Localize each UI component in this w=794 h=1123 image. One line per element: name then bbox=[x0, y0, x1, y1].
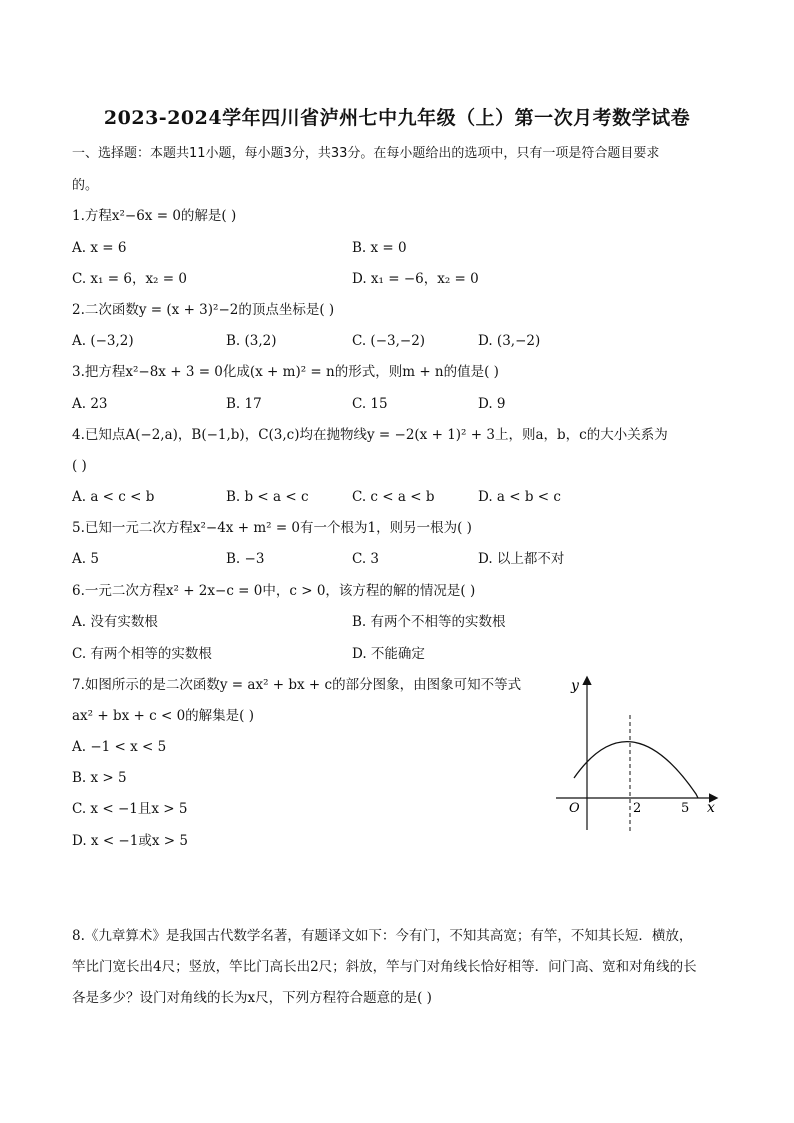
question-2-option-a: A. (−3,2) bbox=[72, 333, 134, 349]
section-instructions-line1: 一、选择题：本题共11小题，每小题3分，共33分。在每小题给出的选项中，只有一项是符合题目要求 bbox=[72, 146, 660, 161]
tick-label-5: 5 bbox=[681, 801, 690, 816]
question-3-stem: 3.把方程x²−8x + 3 = 0化成(x + m)² = n的形式，则m + n的值是( ) bbox=[72, 364, 499, 380]
question-7-option-a: A. −1 < x < 5 bbox=[72, 739, 167, 755]
question-4-option-b: B. b < a < c bbox=[226, 489, 309, 505]
question-2-option-d: D. (3,−2) bbox=[478, 333, 541, 349]
question-5-option-d: D. 以上都不对 bbox=[478, 551, 565, 567]
question-1-option-d: D. x₁ = −6，x₂ = 0 bbox=[352, 271, 479, 287]
question-3-option-c: C. 15 bbox=[352, 396, 388, 412]
page-title: 2023-2024学年四川省泸州七中九年级（上）第一次月考数学试卷 bbox=[103, 107, 691, 129]
question-6-option-a: A. 没有实数根 bbox=[72, 614, 158, 630]
question-8-line1: 8.《九章算术》是我国古代数学名著，有题译文如下：今有门，不知其高宽；有竿，不知其长短．横放， bbox=[72, 928, 693, 944]
question-4-option-a: A. a < c < b bbox=[72, 489, 155, 505]
question-5-option-c: C. 3 bbox=[352, 551, 380, 567]
parabola-curve bbox=[574, 742, 698, 798]
x-axis-label: x bbox=[707, 800, 715, 816]
question-2-option-b: B. (3,2) bbox=[226, 333, 277, 349]
question-5-option-b: B. −3 bbox=[226, 551, 265, 567]
tick-label-2: 2 bbox=[633, 801, 642, 816]
question-7-option-d: D. x < −1或x > 5 bbox=[72, 833, 188, 849]
question-6-option-b: B. 有两个不相等的实数根 bbox=[352, 614, 506, 630]
question-1-stem: 1.方程x²−6x = 0的解是( ) bbox=[72, 208, 237, 224]
question-3-option-a: A. 23 bbox=[72, 396, 108, 412]
question-6-option-c: C. 有两个相等的实数根 bbox=[72, 646, 212, 662]
origin-label: O bbox=[569, 801, 580, 816]
question-7-stem-continued: ax² + bx + c < 0的解集是( ) bbox=[72, 708, 254, 724]
question-8-line2: 竿比门宽长出4尺；竖放，竿比门高长出2尺；斜放，竿与门对角线长恰好相等．问门高、宽和对角线的长 bbox=[72, 959, 697, 975]
question-8-line3: 各是多少？设门对角线的长为x尺，下列方程符合题意的是( ) bbox=[72, 990, 432, 1006]
question-7-option-c: C. x < −1且x > 5 bbox=[72, 801, 188, 817]
question-4-stem-continued: ( ) bbox=[72, 458, 87, 474]
question-6-option-d: D. 不能确定 bbox=[352, 646, 425, 662]
question-4-option-d: D. a < b < c bbox=[478, 489, 561, 505]
question-1-option-c: C. x₁ = 6，x₂ = 0 bbox=[72, 271, 187, 287]
y-axis-label: y bbox=[571, 678, 579, 694]
question-6-stem: 6.一元二次方程x² + 2x−c = 0中，c > 0，该方程的解的情况是( ) bbox=[72, 583, 476, 599]
question-1-option-a: A. x = 6 bbox=[72, 240, 127, 256]
question-7-stem: 7.如图所示的是二次函数y = ax² + bx + c的部分图象，由图象可知不等式 bbox=[72, 677, 522, 693]
question-3-option-b: B. 17 bbox=[226, 396, 262, 412]
question-2-stem: 2.二次函数y = (x + 3)²−2的顶点坐标是( ) bbox=[72, 302, 335, 318]
parabola-graph bbox=[553, 672, 723, 837]
question-4-option-c: C. c < a < b bbox=[352, 489, 435, 505]
question-5-option-a: A. 5 bbox=[72, 551, 99, 567]
question-5-stem: 5.已知一元二次方程x²−4x + m² = 0有一个根为1，则另一根为( ) bbox=[72, 520, 472, 536]
question-4-stem: 4.已知点A(−2,a)，B(−1,b)，C(3,c)均在抛物线y = −2(x + 1)² + 3上，则a，b，c的大小关系为 bbox=[72, 427, 668, 443]
question-2-option-c: C. (−3,−2) bbox=[352, 333, 426, 349]
question-3-option-d: D. 9 bbox=[478, 396, 506, 412]
question-7-option-b: B. x > 5 bbox=[72, 770, 127, 786]
section-instructions-line2: 的。 bbox=[72, 178, 99, 193]
question-1-option-b: B. x = 0 bbox=[352, 240, 407, 256]
